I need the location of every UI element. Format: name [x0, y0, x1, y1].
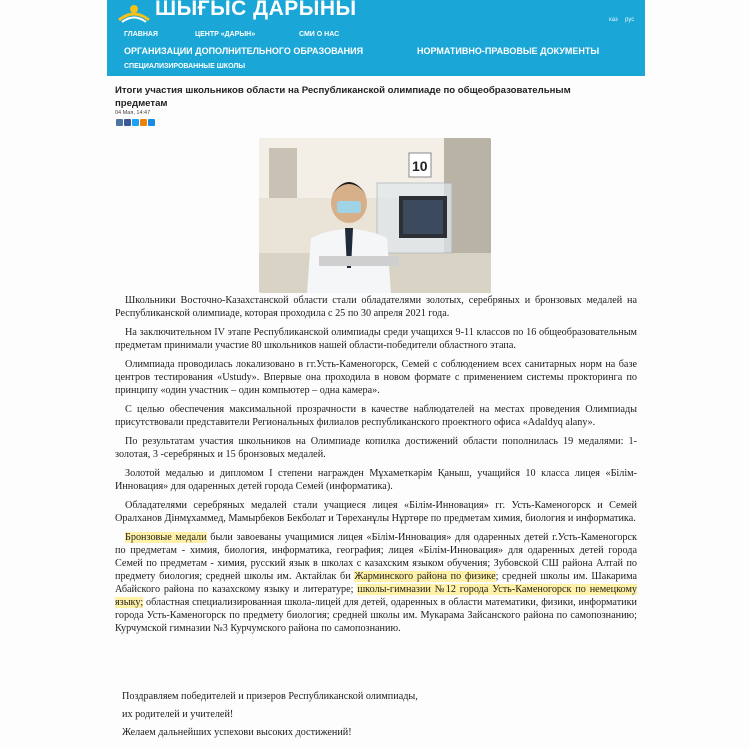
lang-rus[interactable]: рус: [625, 17, 635, 23]
closing-line: Желаем дальнейших успехови высоких достижений!: [122, 727, 352, 738]
nav-organizations[interactable]: ОРГАНИЗАЦИИ ДОПОЛНИТЕЛЬНОГО ОБРАЗОВАНИЯ: [124, 46, 364, 56]
paragraph: На заключительном IV этапе Республиканской олимпиады среди учащихся 9-11 классов по 16 общеобразовательным предметам принимали участие 80 школьников нашей области-победители областного этапа.: [115, 327, 637, 351]
twitter-icon[interactable]: [132, 119, 139, 126]
facebook-icon[interactable]: [124, 119, 131, 126]
nav-media[interactable]: СМИ О НАС: [299, 31, 340, 38]
paragraph: По результатам участия школьников на Олимпиаде копилка достижений области пополнилась 19 медалями: 1- золотая, 3 -серебряных и 15 бронзовых медалей.: [115, 436, 637, 460]
text-run: были завоеваны учащимися лицея «Білім-Инновация» для одаренных детей г.Усть-Каменогорск по предметам - химия, биология, информатика, география; лицея «Білім-Инновация» для одаренных детей города Семей по предметам - химия, русский язык в школах с казахским языком обучения; Зубовской СШ района Алтай по предмету биология; средней школы им. Актайлак би: [115, 532, 637, 582]
lang-kaz[interactable]: каз: [609, 17, 618, 23]
paragraph: Олимпиада проводилась локализовано в гг.Усть-Каменогорск, Семей с соблюдением всех санитарных норм на базе центров тестирования «Ustudy». Впервые она проходила в новом формате с применением системы прокторинга по принципу «один участник – один компьютер – одна камера».: [115, 359, 637, 396]
paragraph: С целью обеспечения максимальной прозрачности в качестве наблюдателей на местах проведения Олимпиады присутствовали представители Региональных филиалов республиканского проектного офиса «Adaldyq alany».: [115, 404, 637, 428]
svg-text:10: 10: [412, 158, 428, 174]
site-header: [107, 0, 645, 76]
highlight: Жарминского района по физике: [354, 571, 496, 582]
text-run: ; средней школы им. Шакарима Абайского района по казахскому языку и литературе;: [115, 571, 637, 595]
paragraph: Золотой медалью и дипломом I степени награжден Мұхаметкәрім Қаныш, учащийся 10 класса лицея «Білім-Инновация» для одаренных детей города Семей (информатика).: [115, 468, 637, 492]
closing-line: их родителей и учителей!: [122, 709, 234, 720]
logo-icon[interactable]: [117, 2, 151, 24]
bronze-paragraph: [115, 531, 637, 635]
closing-line: Поздравляем победителей и призеров Республиканской олимпиады,: [122, 691, 418, 702]
mailru-icon[interactable]: [148, 119, 155, 126]
odnoklassniki-icon[interactable]: [140, 119, 147, 126]
site-title[interactable]: ШЫҒЫС ДАРЫНЫ: [155, 0, 357, 20]
article-photo: [259, 138, 491, 293]
vk-icon[interactable]: [116, 119, 123, 126]
highlight: школы-гимназии №12 города Усть-Каменогорск по немецкому языку;: [115, 584, 637, 608]
nav-schools[interactable]: СПЕЦИАЛИЗИРОВАННЫЕ ШКОЛЫ: [124, 63, 246, 70]
article-title: Итоги участия школьников области на Республиканской олимпиаде по общеобразовательным предметам: [115, 85, 571, 109]
text-run: областная специализированная школа-лицей для детей, одаренных в области математики, физики, информатики города Усть-Каменогорск по предмету биология; средней школы им. Мукарама Зайсанского района по самопознанию; Курчумской гимназии №3 Курчумского района по самопознанию.: [115, 597, 637, 634]
nav-legal[interactable]: НОРМАТИВНО-ПРАВОВЫЕ ДОКУМЕНТЫ: [417, 46, 600, 56]
nav-main[interactable]: ГЛАВНАЯ: [124, 31, 158, 38]
highlight: Бронзовые медали: [125, 532, 207, 543]
article-date: 04 Мая, 14:47: [115, 110, 151, 116]
paragraph: Обладателями серебряных медалей стали учащиеся лицея «Білім-Инновация» гг. Усть-Каменогорск и Семей Оралханов Дінмұхаммед, Мамырбеков Бекболат и Төреханұлы Нұртөре по предметам химия, биология и информатика.: [115, 500, 637, 524]
article-body: [115, 294, 637, 635]
paragraph: Школьники Восточно-Казахстанской области стали обладателями золотых, серебряных и бронзовых медалей на Республиканской олимпиаде, которая проходила с 25 по 30 апреля 2021 года.: [115, 295, 637, 319]
nav-center[interactable]: ЦЕНТР «ДАРЫН»: [195, 31, 256, 38]
